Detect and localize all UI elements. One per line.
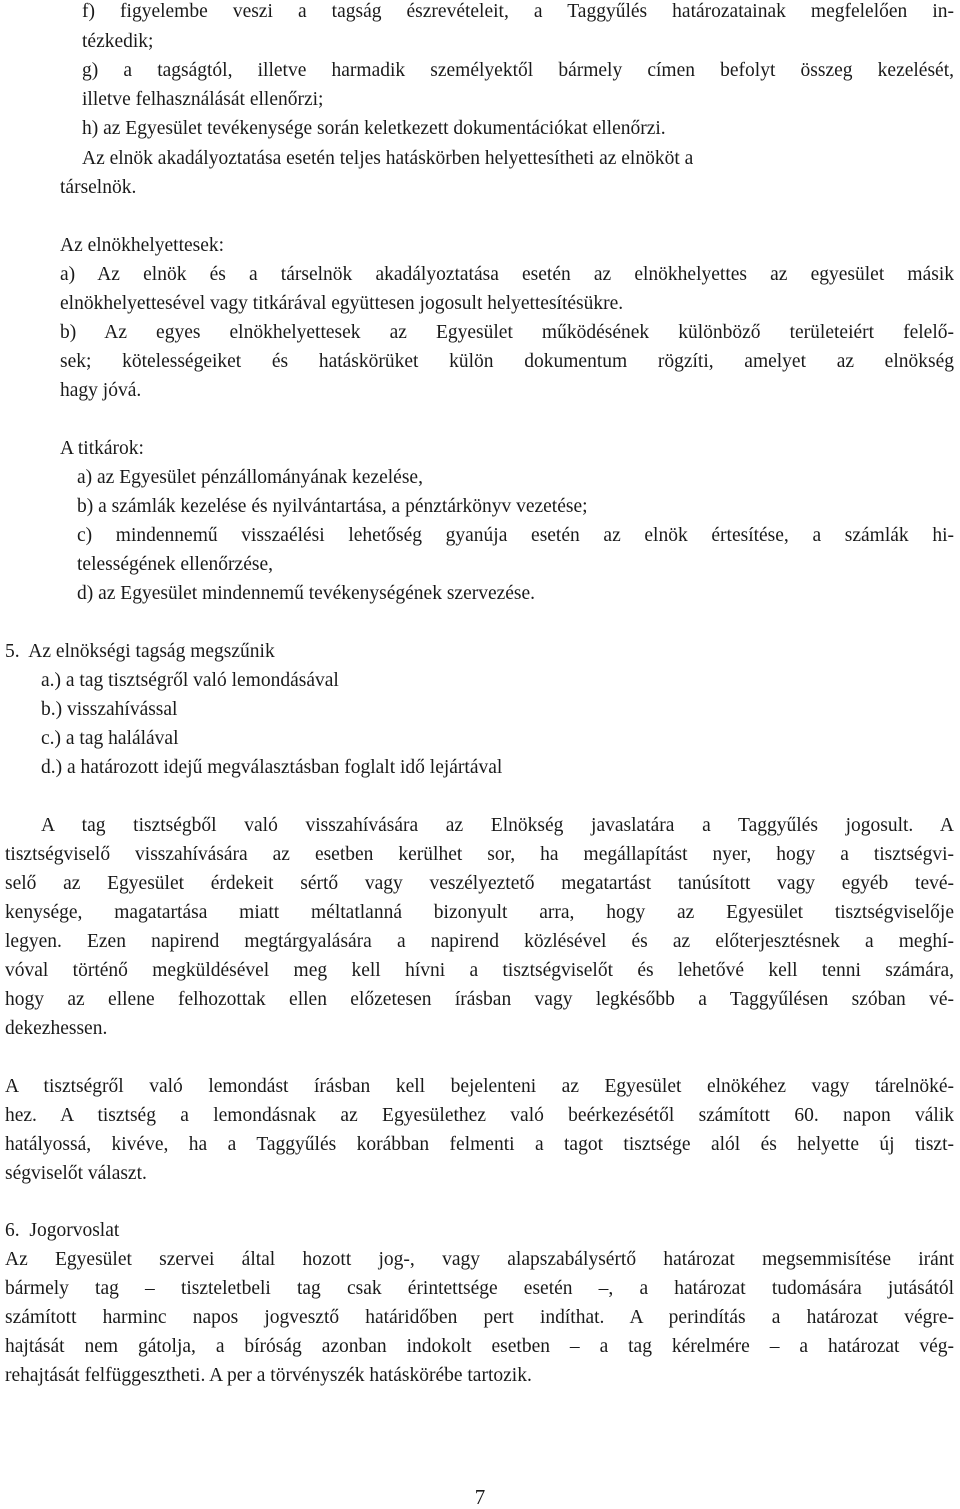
section-heading: 6. Jogorvoslat: [5, 1220, 120, 1241]
text-line: legyen. Ezen napirend megtárgyalására a napirend közlésével és az előterjesztésnek a meghí-: [5, 931, 954, 952]
text-line: a) Az elnök és a társelnök akadályoztatása esetén az elnökhelyettes az egyesület másik: [60, 264, 954, 285]
text-line: hogy az ellene felhozottak ellen előzetesen írásban vagy legkésőbb a Taggyűlésen szóban vé-: [5, 989, 954, 1010]
section-heading: A titkárok:: [60, 438, 144, 459]
text-line: d) az Egyesület mindennemű tevékenységének szervezése.: [77, 583, 536, 604]
text-line: tisztségviselő visszahívására az esetben kerülhet sor, ha megállapítást nyer, hogy a tisztségvi-: [5, 844, 954, 865]
list-item: b.) visszahívással: [41, 699, 178, 720]
text-line: vóval történő megküldésével meg kell hívni a tisztségviselőt és lehetővé kell tenni számára,: [5, 960, 954, 981]
text-line: hajtását nem gátolja, a bíróság azonban indokolt esetben – a tag kérelmére – a határozat vég-: [5, 1336, 954, 1357]
text-line: A tisztségről való lemondást írásban kell bejelenteni az Egyesület elnökéhez vagy tárelnöké-: [5, 1076, 954, 1097]
text-line: Az Egyesület szervei által hozott jog-, vagy alapszabálysértő határozat megsemmisítése iránt: [5, 1249, 954, 1270]
text-line: b) a számlák kezelése és nyilvántartása, a pénztárkönyv vezetése;: [77, 496, 588, 517]
text-line: hatályossá, kivéve, ha a Taggyűlés korábban felmenti a tagot tisztsége alól és helyette új tiszt-: [5, 1134, 954, 1155]
text-line: bármely tag – tiszteletbeli tag csak érintettsége esetén –, a határozat tudomására jutásától: [5, 1278, 954, 1299]
list-item: a.) a tag tisztségről való lemondásával: [41, 670, 339, 691]
text-line: hez. A tisztség a lemondásnak az Egyesülethez való beérkezésétől számított 60. napon válik: [5, 1105, 954, 1126]
section-heading: 5. Az elnökségi tagság megszűnik: [5, 641, 275, 662]
text-line: számított harminc napos jogvesztő határidőben pert indíthat. A perindítás a határozat végre-: [5, 1307, 954, 1328]
text-line: Az elnök akadályoztatása esetén teljes hatáskörben helyettesítheti az elnököt a: [82, 148, 694, 169]
text-line: elnökhelyettesével vagy titkárával együttesen jogosult helyettesítésükre.: [60, 293, 624, 314]
text-line: c) mindennemű visszaélési lehetőség gyanúja esetén az elnök értesítése, a számlák hi-: [77, 525, 954, 546]
text-line: hagy jóvá.: [60, 380, 142, 401]
section-heading: Az elnökhelyettesek:: [60, 235, 225, 256]
text-line: selő az Egyesület érdekeit sértő vagy veszélyeztető megatartást tanúsított vagy egyéb tevé-: [5, 873, 954, 894]
text-line: sek; kötelességeiket és hatáskörüket külön dokumentum rögzíti, amelyet az elnökség: [60, 351, 954, 372]
text-line: dekezhessen.: [5, 1018, 108, 1039]
text-line: társelnök.: [60, 177, 137, 198]
text-line: rehajtását felfüggesztheti. A per a törvényszék hatáskörébe tartozik.: [5, 1365, 532, 1386]
page-number: 7: [474, 1485, 486, 1509]
text-line: kenysége, magatartása miatt méltatlanná bizonyult arra, hogy az Egyesület tisztségviselője: [5, 902, 954, 923]
text-line: b) Az egyes elnökhelyettesek az Egyesület működésének különböző területeiért felelő-: [60, 322, 954, 343]
text-line: g) a tagságtól, illetve harmadik személyektől bármely címen befolyt összeg kezelését,: [82, 60, 954, 81]
text-line: telességének ellenőrzése,: [77, 554, 273, 575]
text-line: ségviselőt választ.: [5, 1163, 147, 1184]
text-line: tézkedik;: [82, 31, 154, 52]
text-line: A tag tisztségből való visszahívására az Elnökség javaslatára a Taggyűlés jogosult. A: [41, 815, 954, 836]
text-line: a) az Egyesület pénzállományának kezelése,: [77, 467, 423, 488]
text-line: h) az Egyesület tevékenysége során keletkezett dokumentációkat ellenőrzi.: [82, 118, 666, 139]
list-item: d.) a határozott idejű megválasztásban foglalt idő lejártával: [41, 757, 503, 778]
text-line: illetve felhasználását ellenőrzi;: [82, 89, 324, 110]
text-line: f) figyelembe veszi a tagság észrevételeit, a Taggyűlés határozatainak megfelelően in-: [82, 1, 954, 22]
list-item: c.) a tag halálával: [41, 728, 179, 749]
